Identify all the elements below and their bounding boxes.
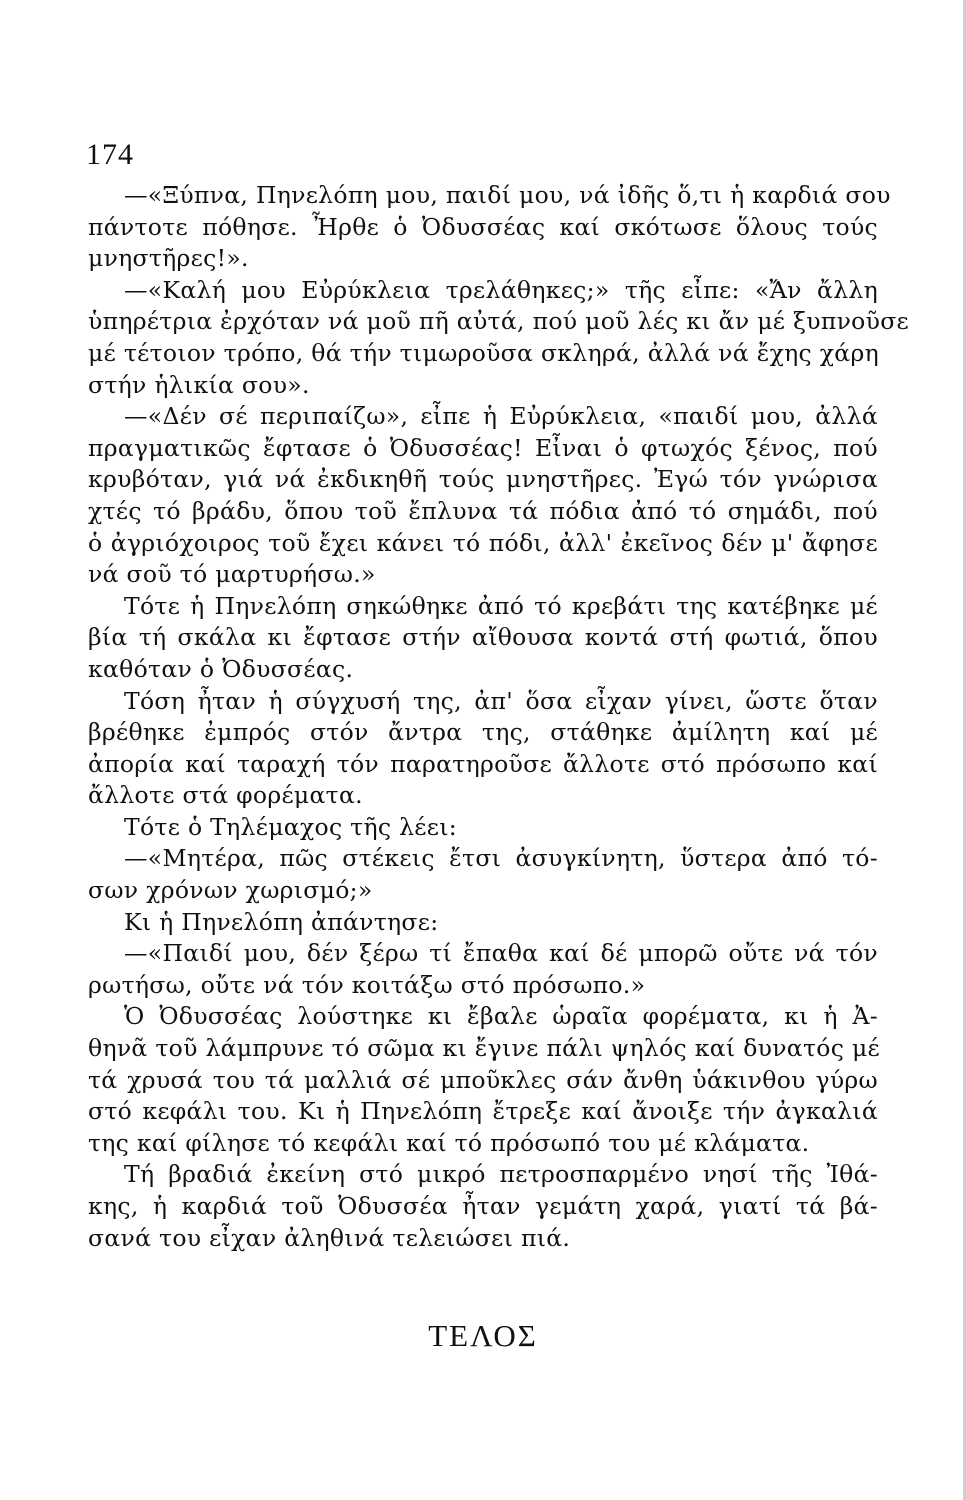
text-line: μέ τέτοιον τρόπο, θά τήν τιμωροῦσα σκληρά, ἀλλά νά ἔχης χάρη: [88, 338, 879, 367]
text-line: καθόταν ὁ Ὀδυσσέας.: [88, 654, 354, 683]
text-line: σανά του εἶχαν ἀληθινά τελειώσει πιά.: [88, 1223, 571, 1252]
text-line: Τόση ἦταν ἡ σύγχυσή της, ἀπ' ὅσα εἶχαν γίνει, ὥστε ὅταν: [124, 686, 878, 715]
text-line: βία τή σκάλα κι ἔφτασε στήν αἴθουσα κοντά στή φωτιά, ὅπου: [88, 623, 878, 652]
text-line: Τή βραδιά ἐκείνη στό μικρό πετροσπαρμένο νησί τῆς Ἰθά-: [124, 1160, 878, 1189]
text-line: ἄλλοτε στά φορέματα.: [88, 781, 363, 810]
text-line: —«Μητέρα, πῶς στέκεις ἔτσι ἀσυγκίνητη, ὕστερα ἀπό τό-: [124, 844, 878, 873]
text-line: στό κεφάλι του. Κι ἡ Πηνελόπη ἔτρεξε καί ἄνοιξε τήν ἀγκαλιά: [88, 1097, 878, 1126]
text-line: Τότε ὁ Τηλέμαχος τῆς λέει:: [124, 812, 457, 841]
text-line: ἀπορία καί ταραχή τόν παρατηροῦσε ἄλλοτε στό πρόσωπο καί: [88, 749, 878, 778]
text-line: Κι ἡ Πηνελόπη ἀπάντησε:: [124, 907, 439, 936]
text-line: μνηστῆρες!».: [88, 244, 249, 273]
text-line: σων χρόνων χωρισμό;»: [88, 876, 373, 905]
text-line: κρυβόταν, γιά νά ἐκδικηθῆ τούς μνηστῆρες. Ἐγώ τόν γνώρισα: [88, 465, 878, 494]
text-line: πραγματικῶς ἔφτασε ὁ Ὀδυσσέας! Εἶναι ὁ φτωχός ξένος, πού: [88, 433, 878, 462]
page-number: 174: [86, 138, 134, 171]
body-text: [88, 180, 910, 1254]
text-line: —«Ξύπνα, Πηνελόπη μου, παιδί μου, νά ἰδῆς ὅ,τι ἡ καρδιά σου: [124, 181, 891, 209]
text-line: στήν ἡλικία σου».: [88, 370, 310, 399]
text-line: —«Παιδί μου, δέν ξέρω τί ἔπαθα καί δέ μπορῶ οὔτε νά τόν: [124, 939, 878, 968]
text-line: Τότε ἡ Πηνελόπη σηκώθηκε ἀπό τό κρεβάτι της κατέβηκε μέ: [124, 591, 878, 620]
text-line: νά σοῦ τό μαρτυρήσω.»: [88, 560, 376, 589]
text-line: ὑπηρέτρια ἐρχόταν νά μοῦ πῆ αὐτά, πού μοῦ λές κι ἄν μέ ξυπνοῦσε: [88, 307, 910, 336]
text-line: —«Καλή μου Εὐρύκλεια τρελάθηκες;» τῆς εἶπε: «Ἄν ἄλλη: [124, 275, 878, 304]
text-line: τά χρυσά του τά μαλλιά σέ μποῦκλες σάν ἄνθη ὑάκινθου γύρω: [88, 1065, 878, 1094]
text-line: ὁ ἀγριόχοιρος τοῦ ἔχει κάνει τό πόδι, ἀλλ' ἐκεῖνος δέν μ' ἄφησε: [88, 528, 878, 557]
text-line: κης, ἡ καρδιά τοῦ Ὀδυσσέα ἦταν γεμάτη χαρά, γιατί τά βά-: [88, 1192, 878, 1220]
text-line: της καί φίλησε τό κεφάλι καί τό πρόσωπό του μέ κλάματα.: [88, 1128, 810, 1157]
text-line: βρέθηκε ἐμπρός στόν ἄντρα της, στάθηκε ἀμίλητη καί μέ: [88, 718, 878, 747]
end-title: ΤΕΛΟΣ: [428, 1318, 538, 1353]
text-line: θηνᾶ τοῦ λάμπρυνε τό σῶμα κι ἔγινε πάλι ψηλός καί δυνατός μέ: [88, 1034, 881, 1063]
text-line: Ὁ Ὀδυσσέας λούστηκε κι ἔβαλε ὡραῖα φορέματα, κι ἡ Ἀ-: [124, 1002, 878, 1031]
text-line: ρωτήσω, οὔτε νά τόν κοιτάξω στό πρόσωπο.»: [88, 970, 646, 999]
text-line: —«Δέν σέ περιπαίζω», εἶπε ἡ Εὐρύκλεια, «παιδί μου, ἀλλά: [124, 402, 878, 431]
text-line: χτές τό βράδυ, ὅπου τοῦ ἔπλυνα τά πόδια ἀπό τό σημάδι, πού: [88, 496, 878, 525]
text-line: πάντοτε πόθησε. Ἦρθε ὁ Ὀδυσσέας καί σκότωσε ὅλους τούς: [88, 212, 878, 241]
